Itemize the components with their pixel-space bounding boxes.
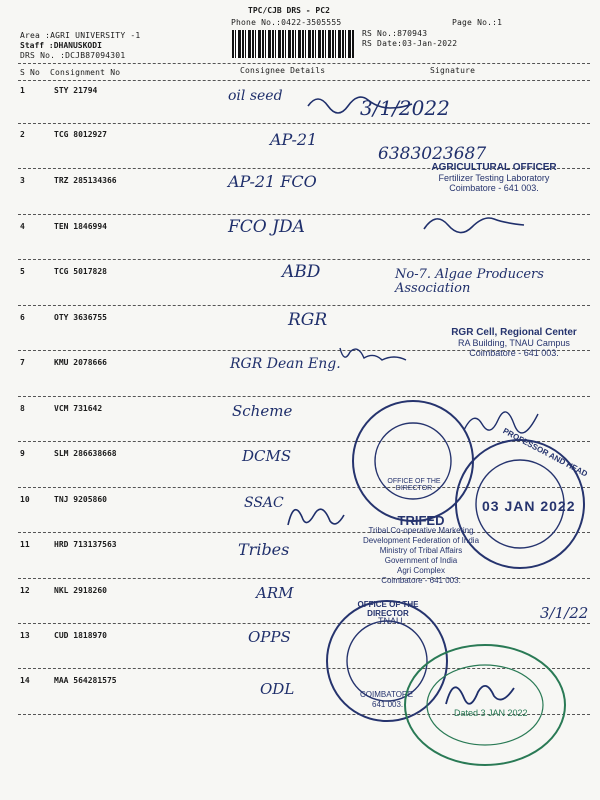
row-sno: 12 bbox=[20, 586, 30, 595]
row-sno: 11 bbox=[20, 540, 30, 549]
row-consignment: TNJ 9205860 bbox=[54, 495, 107, 504]
rgr-cell-stamp: RGR Cell, Regional Center RA Building, TNAU Campus Coimbatore - 641 003. bbox=[451, 327, 577, 358]
rs-number: RS No.:870943 bbox=[362, 29, 428, 38]
row-consignment: KMU 2078666 bbox=[54, 358, 107, 367]
signature-scribble bbox=[300, 86, 500, 126]
row-consignment: TCG 8012927 bbox=[54, 130, 107, 139]
row-consignment: TRZ 285134366 bbox=[54, 176, 117, 185]
row-consignment: CUD 1818970 bbox=[54, 631, 107, 640]
header-divider-top bbox=[18, 63, 590, 64]
tnau-label: TNAU bbox=[378, 616, 403, 626]
row-consignee: Tribes bbox=[238, 540, 290, 559]
header-divider-bottom bbox=[18, 80, 590, 81]
signature-scribble bbox=[420, 205, 560, 245]
row-consignee: RGR bbox=[288, 310, 328, 330]
trifed-stamp: TRIFED Tribal Co-operative Marketing Development Federation of India Ministry of Tribal Affairs Government of India Agri Complex Coimbatore - 641 003. bbox=[362, 513, 480, 585]
row-consignee: ODL bbox=[260, 680, 295, 698]
page-number: Page No.:1 bbox=[452, 18, 503, 27]
row-consignee: ARM bbox=[256, 584, 294, 602]
director-stamp-label: OFFICE OF THE DIRECTOR bbox=[387, 478, 441, 492]
area-field: Area :AGRI UNIVERSITY -1 bbox=[20, 31, 141, 40]
dated-stamp-label: Dated 3 JAN 2022 bbox=[454, 708, 528, 718]
barcode-image bbox=[232, 30, 354, 58]
row-consignee: ABD bbox=[282, 262, 321, 282]
row-sno: 2 bbox=[20, 130, 25, 139]
column-header-sno: S No bbox=[20, 68, 41, 77]
row-sno: 14 bbox=[20, 676, 30, 685]
pin-label: 641 003. bbox=[372, 700, 404, 709]
date-stamp: 03 JAN 2022 bbox=[482, 498, 576, 514]
row-sno: 8 bbox=[20, 404, 25, 413]
row-divider bbox=[18, 259, 590, 260]
row-signature: No-7. Algae Producers Association bbox=[395, 267, 544, 296]
row-consignee: SSAC bbox=[244, 495, 284, 511]
staff-field: Staff :DHANUSKODI bbox=[20, 41, 102, 50]
office-director-label: OFFICE OF THE DIRECTOR bbox=[357, 600, 419, 618]
row-consignment: MAA 564281575 bbox=[54, 676, 117, 685]
document-title: TPC/CJB DRS - PC2 bbox=[248, 6, 330, 15]
row-consignee: RGR Dean Eng. bbox=[230, 356, 341, 372]
row-divider bbox=[18, 305, 590, 306]
row-consignee: Scheme bbox=[232, 402, 293, 420]
row-sno: 5 bbox=[20, 267, 25, 276]
row-sno: 1 bbox=[20, 86, 25, 95]
row-consignment: TEN 1846994 bbox=[54, 222, 107, 231]
row-consignee: AP-21 FCO bbox=[228, 172, 317, 191]
row-sno: 13 bbox=[20, 631, 30, 640]
row-consignment: SLM 286638668 bbox=[54, 449, 117, 458]
row-consignee: DCMS bbox=[242, 447, 292, 465]
phone-number: Phone No.:0422-3505555 bbox=[231, 18, 342, 27]
row-signature: 3/1/22 bbox=[540, 604, 589, 622]
row-signature: 3/1/2022 bbox=[360, 96, 450, 120]
professor-stamp-label: PROFESSOR AND HEAD bbox=[501, 426, 589, 479]
column-header-consignee: Consignee Details bbox=[240, 66, 326, 75]
row-divider bbox=[18, 396, 590, 397]
row-sno: 9 bbox=[20, 449, 25, 458]
oval-dated-stamp bbox=[400, 640, 570, 770]
row-divider bbox=[18, 578, 590, 579]
row-signature: 6383023687 bbox=[378, 144, 487, 164]
column-header-signature: Signature bbox=[430, 66, 476, 75]
row-consignment: STY 21794 bbox=[54, 86, 98, 95]
row-consignee: AP-21 bbox=[270, 130, 318, 149]
row-consignee: oil seed bbox=[228, 88, 283, 104]
row-divider bbox=[18, 623, 590, 624]
row-consignment: VCM 731642 bbox=[54, 404, 103, 413]
row-sno: 7 bbox=[20, 358, 25, 367]
row-consignee: OPPS bbox=[248, 628, 291, 646]
row-consignment: OTY 3636755 bbox=[54, 313, 107, 322]
row-sno: 6 bbox=[20, 313, 25, 322]
row-sno: 4 bbox=[20, 222, 25, 231]
coimbatore-label: COIMBATORE bbox=[360, 690, 414, 699]
row-consignment: NKL 2918260 bbox=[54, 586, 107, 595]
drs-number: DRS No. :DCJB87094301 bbox=[20, 51, 126, 60]
row-sno: 10 bbox=[20, 495, 30, 504]
row-sno: 3 bbox=[20, 176, 25, 185]
rs-date: RS Date:03-Jan-2022 bbox=[362, 39, 458, 48]
row-consignment: TCG 5017828 bbox=[54, 267, 107, 276]
row-consignment: HRD 713137563 bbox=[54, 540, 117, 549]
agri-officer-stamp: AGRICULTURAL OFFICER Fertilizer Testing Laboratory Coimbatore - 641 003. bbox=[431, 162, 557, 193]
column-header-consignment: Consignment No bbox=[50, 68, 121, 77]
row-consignee: FCO JDA bbox=[228, 217, 305, 237]
